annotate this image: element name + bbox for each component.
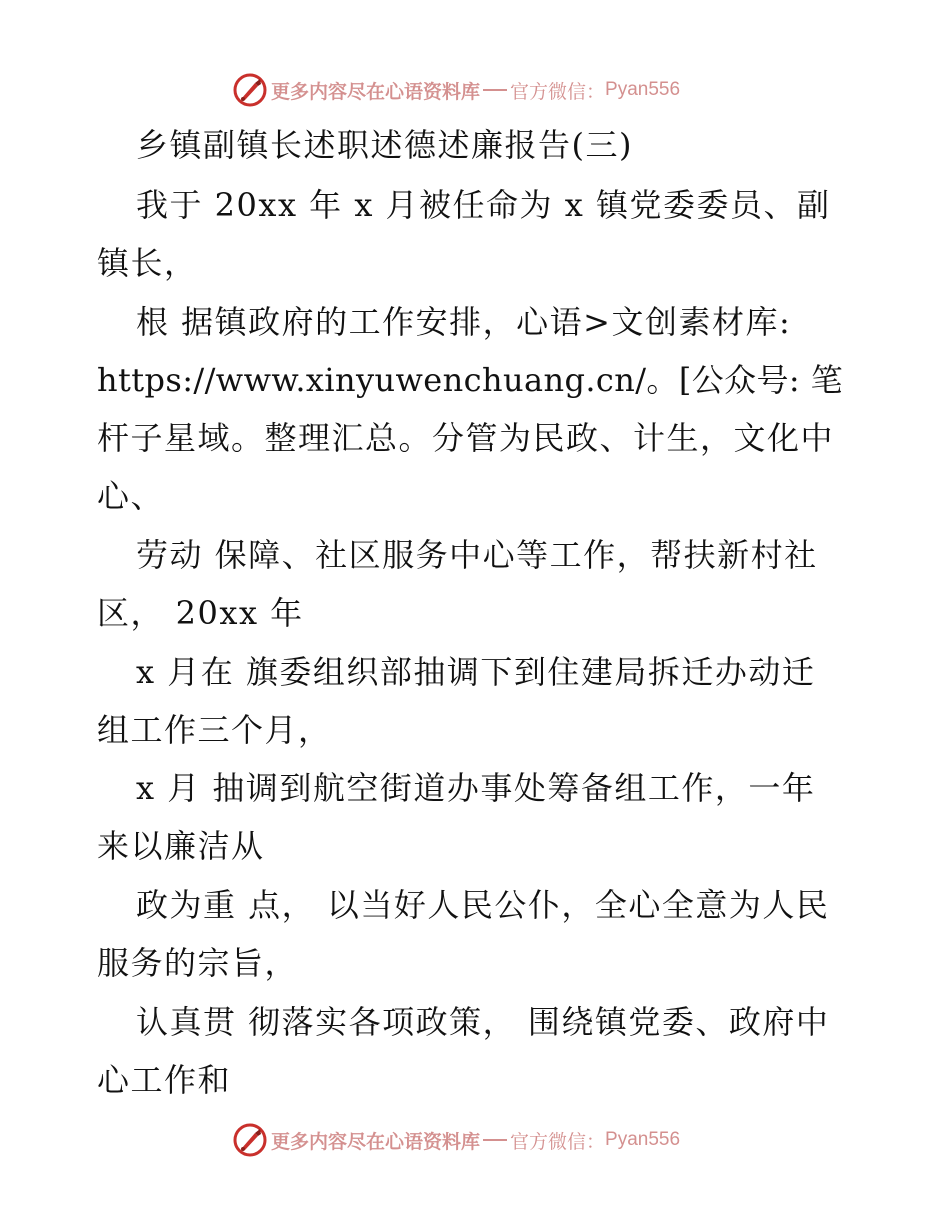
paragraph-line: 政为重 点， 以当好人民公仆，全心全意为人民 bbox=[136, 886, 830, 924]
paragraph-line: x 月 抽调到航空街道办事处筹备组工作，一年 bbox=[136, 769, 816, 807]
paragraph-line: 区， 20xx 年 bbox=[97, 594, 304, 632]
header-banner bbox=[233, 70, 753, 110]
paragraph-line: 心、 bbox=[97, 477, 165, 515]
paragraph-line: x 月在 旗委组织部抽调下到住建局拆迁办动迁 bbox=[136, 653, 816, 691]
header-wechat-label: 官方微信： bbox=[510, 80, 606, 103]
paragraph-line: 杆子星域。整理汇总。分管为民政、计生，文化中 bbox=[97, 419, 835, 457]
paragraph-line: https://www.xinyuwenchuang.cn/。[公众号: 笔 bbox=[97, 361, 844, 399]
paragraph-line: 根 据镇政府的工作安排，心语>文创素材库: bbox=[136, 303, 792, 341]
header-banner-dash bbox=[483, 89, 507, 91]
document-title: 乡镇副镇长述职述德述廉报告(三) bbox=[136, 126, 633, 164]
paragraph-line: 心工作和 bbox=[97, 1061, 232, 1099]
paragraph-line: 服务的宗旨， bbox=[97, 944, 299, 982]
header-wechat-id: Pyan556 bbox=[605, 79, 681, 100]
footer-banner-dash bbox=[483, 1139, 507, 1141]
quill-pen-logo-icon bbox=[233, 1123, 267, 1157]
paragraph-line: 组工作三个月， bbox=[97, 711, 332, 749]
paragraph-line: 镇长， bbox=[97, 244, 198, 282]
footer-wechat-id: Pyan556 bbox=[605, 1129, 681, 1150]
header-banner-text: 更多内容尽在心语资料库 bbox=[271, 80, 481, 103]
footer-banner-text: 更多内容尽在心语资料库 bbox=[271, 1130, 481, 1153]
quill-pen-logo-icon bbox=[233, 73, 267, 107]
paragraph-line: 劳动 保障、社区服务中心等工作，帮扶新村社 bbox=[136, 536, 818, 574]
footer-banner bbox=[233, 1120, 753, 1160]
footer-wechat-label: 官方微信： bbox=[510, 1130, 606, 1153]
paragraph-line: 来以廉洁从 bbox=[97, 827, 265, 865]
paragraph-line: 我于 20xx 年 x 月被任命为 x 镇党委委员、副 bbox=[136, 186, 831, 224]
paragraph-line: 认真贯 彻落实各项政策， 围绕镇党委、政府中 bbox=[136, 1003, 830, 1041]
